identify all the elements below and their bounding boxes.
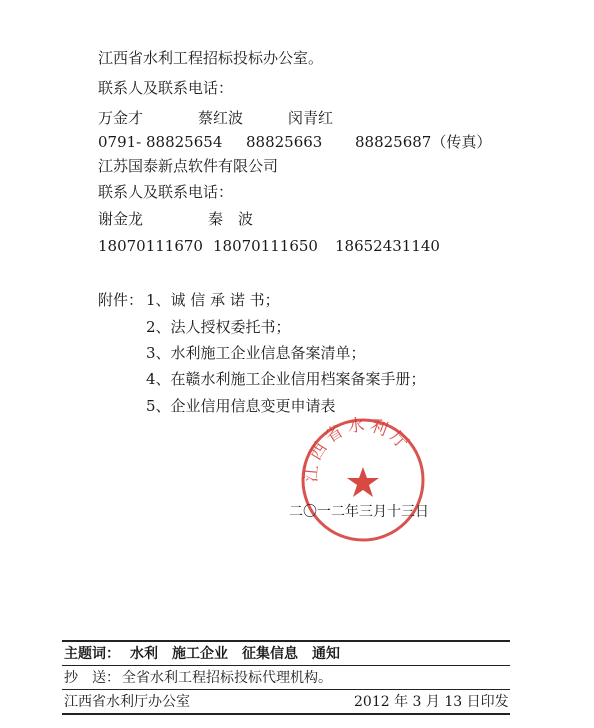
keywords-label: 主题词： [64, 646, 120, 662]
contact-phone: 18652431140 [335, 237, 440, 255]
seal-text: 江西省水利厅 [301, 415, 415, 484]
contact-phone: 18070111650 [213, 237, 318, 255]
attachments-label: 附件： [98, 291, 144, 309]
contact-name: 闵青红 [288, 109, 334, 127]
svg-text:江西省水利厅 [301, 415, 414, 483]
attachment-item: 1、诚 信 承 诺 书； [146, 291, 280, 309]
star-icon [347, 467, 379, 497]
office-line: 江西省水利工程招标投标办公室。 [98, 49, 324, 67]
contact-name: 秦 波 [208, 210, 254, 228]
attachment-item: 4、在赣水利施工企业信用档案备案手册； [146, 370, 426, 388]
divider [62, 689, 510, 690]
official-seal [298, 415, 428, 545]
cc-label: 抄 送： [64, 670, 120, 686]
divider [62, 640, 510, 642]
contact-phone: 88825663 [246, 133, 323, 151]
contact-phone: 18070111670 [98, 237, 203, 255]
attachment-item: 2、法人授权委托书； [146, 318, 291, 336]
divider [62, 713, 510, 715]
issue-date: 二〇一二年三月十三日 [289, 504, 429, 520]
cc-value: 全省水利工程招标投标代理机构。 [122, 670, 332, 686]
attachment-item: 3、水利施工企业信息备案清单； [146, 344, 366, 362]
print-date: 2012 年 3 月 13 日印发 [354, 694, 509, 710]
contact-phone: 0791- 88825654 [98, 133, 223, 151]
attachment-item: 5、企业信用信息变更申请表 [146, 397, 336, 415]
contact-name: 蔡红波 [198, 109, 244, 127]
contact-name: 万金才 [98, 109, 144, 127]
company-line: 江苏国泰新点软件有限公司 [98, 157, 279, 175]
contact-fax: 88825687（传真） [355, 133, 492, 151]
issuer: 江西省水利厅办公室 [64, 694, 190, 710]
contacts-label-2: 联系人及联系电话： [98, 183, 234, 201]
keywords: 水利 施工企业 征集信息 通知 [130, 646, 340, 662]
contacts-label-1: 联系人及联系电话： [98, 79, 234, 97]
divider [62, 665, 510, 666]
contact-name: 谢金龙 [98, 210, 144, 228]
